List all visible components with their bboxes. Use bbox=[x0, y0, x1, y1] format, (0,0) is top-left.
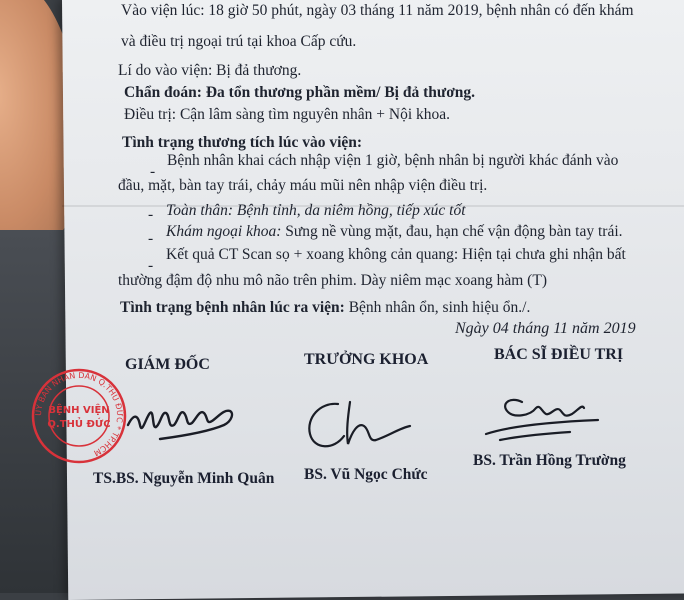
bullet-dash: - bbox=[148, 230, 154, 247]
head-of-department-title: TRƯỞNG KHOA bbox=[304, 351, 429, 368]
reason-line: Lí do vào viện: Bị đả thương. bbox=[118, 62, 302, 79]
director-signature bbox=[120, 395, 245, 445]
surgical-exam-label: Khám ngoại khoa: bbox=[166, 223, 282, 240]
doctor-signature bbox=[480, 392, 605, 444]
bullet-dash: - bbox=[148, 257, 154, 274]
stamp-ring-text: ỦY BAN NHÂN DÂN Q.THỦ ĐỨC * TP.HCM bbox=[33, 370, 125, 458]
discharge-status-label: Tình trạng bệnh nhân lúc ra viện: bbox=[120, 299, 345, 316]
admission-time-line: Vào viện lúc: 18 giờ 50 phút, ngày 03 tháng 11 năm 2019, bệnh nhân có đến khám bbox=[121, 2, 634, 19]
discharge-status-value: Bệnh nhân ổn, sinh hiệu ổn./. bbox=[344, 299, 531, 316]
ct-result-line1: Kết quả CT Scan sọ + xoang không cản quang: Hiện tại chưa ghi nhận bất bbox=[166, 246, 626, 263]
ct-result-line2: thường đậm độ nhu mô não trên phim. Dày niêm mạc xoang hàm (T) bbox=[118, 272, 547, 289]
injury-status-heading: Tình trạng thương tích lúc vào viện: bbox=[122, 134, 363, 151]
surgical-exam-value: Sưng nề vùng mặt, đau, hạn chế vận động bàn tay trái. bbox=[281, 223, 623, 240]
patient-statement-line1: Bệnh nhân khai cách nhập viện 1 giờ, bệnh nhân bị người khác đánh vào bbox=[167, 152, 619, 169]
bullet-dash: - bbox=[150, 163, 156, 180]
surgical-exam-line bbox=[166, 223, 623, 241]
bullet-dash: - bbox=[148, 206, 154, 223]
head-name: BS. Vũ Ngọc Chức bbox=[304, 466, 428, 483]
head-signature bbox=[298, 392, 418, 457]
treatment-line: Điều trị: Cận lâm sàng tìm nguyên nhân + Nội khoa. bbox=[124, 106, 451, 123]
hospital-stamp bbox=[30, 367, 128, 465]
discharge-status-line bbox=[120, 299, 530, 317]
doctor-name: BS. Trần Hồng Trường bbox=[473, 452, 626, 469]
director-title: GIÁM ĐỐC bbox=[125, 356, 210, 373]
patient-statement-line2: đầu, mặt, bàn tay trái, chảy máu mũi nên nhập viện điều trị. bbox=[118, 177, 488, 194]
document-date: Ngày 04 tháng 11 năm 2019 bbox=[455, 320, 636, 337]
admission-place-line: và điều trị ngoại trú tại khoa Cấp cứu. bbox=[121, 33, 357, 50]
diagnosis-line: Chẩn đoán: Đa tổn thương phần mềm/ Bị đả thương. bbox=[124, 84, 476, 101]
general-exam-line: Toàn thân: Bệnh tỉnh, da niêm hồng, tiếp xúc tốt bbox=[166, 202, 466, 219]
director-name: TS.BS. Nguyễn Minh Quân bbox=[93, 470, 275, 487]
doctor-title: BÁC SĨ ĐIỀU TRỊ bbox=[494, 346, 624, 363]
stamp-center-line2: Q.THỦ ĐỨC bbox=[47, 419, 111, 430]
stamp-center-line1: BỆNH VIỆN bbox=[48, 405, 110, 416]
